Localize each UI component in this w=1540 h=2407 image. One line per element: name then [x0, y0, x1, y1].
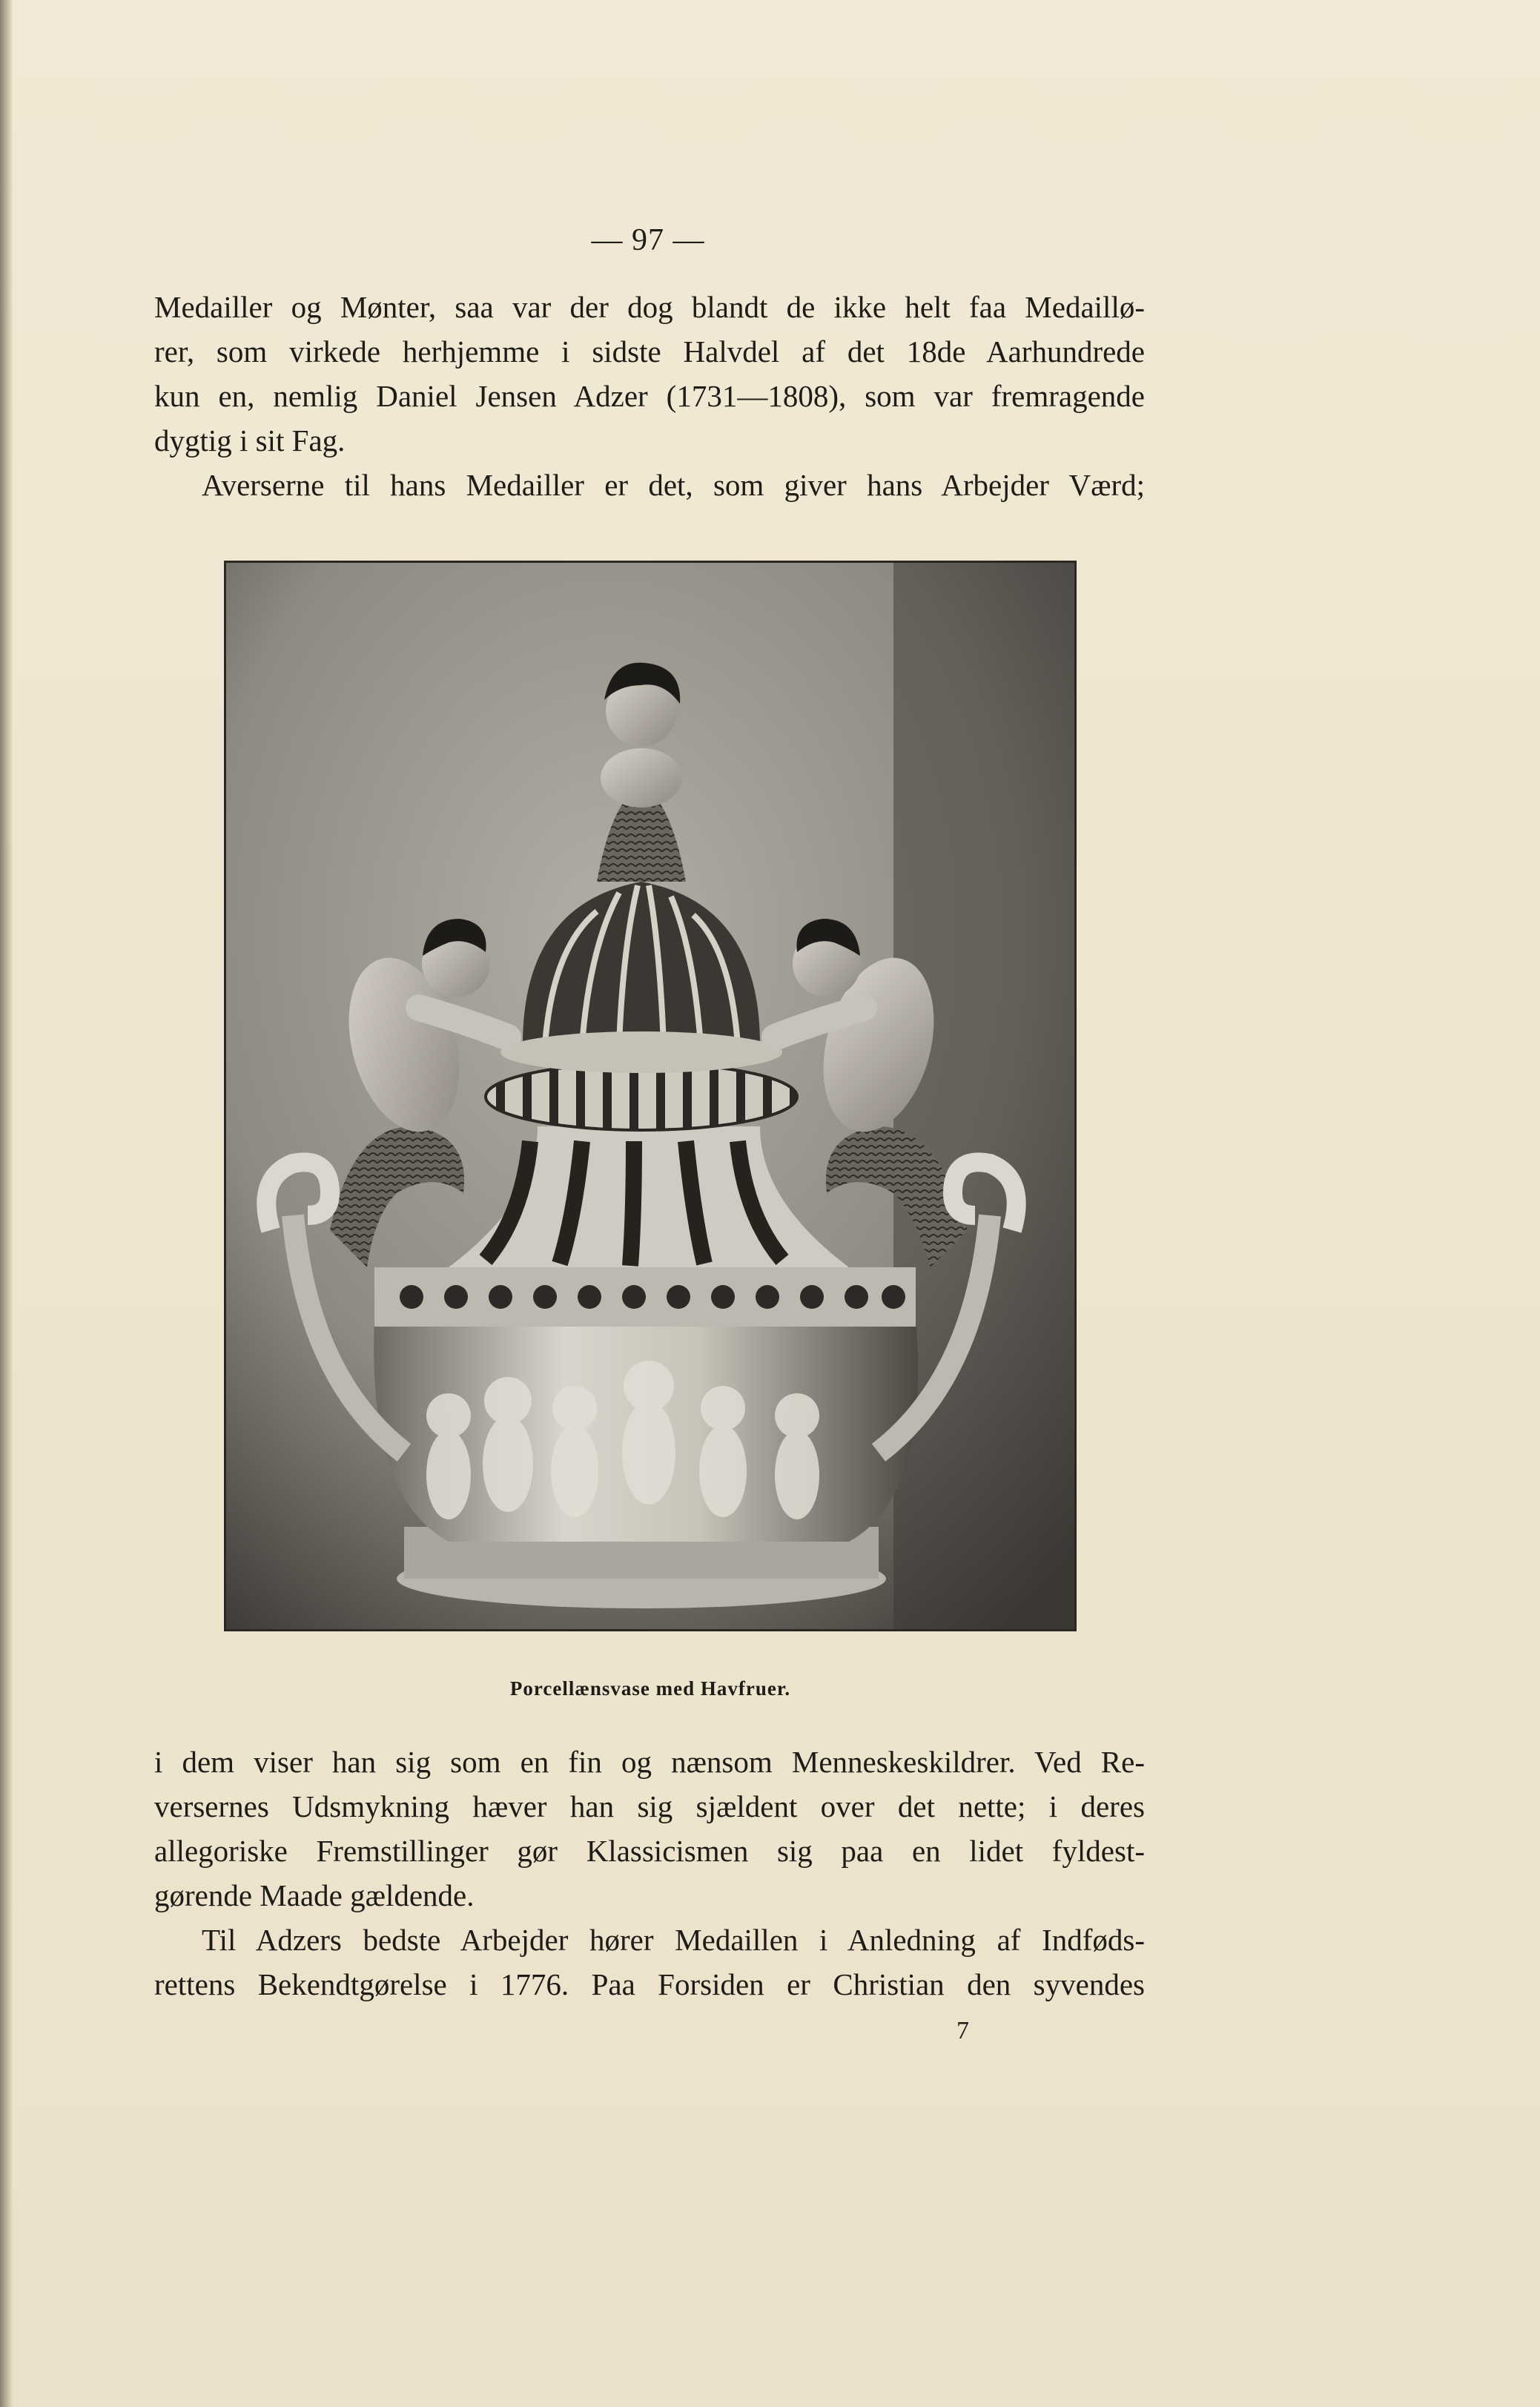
text-line: Averserne til hans Medailler er det, som giver hans Arbejder Værd;	[202, 468, 1145, 502]
text-line: kun en, nemlig Daniel Jensen Adzer (1731—1808), som var fremragende	[154, 379, 1145, 413]
text-line: Til Adzers bedste Arbejder hører Medaillen i Anledning af Indføds-	[202, 1923, 1145, 1957]
text-line: rer, som virkede herhjemme i sidste Halvdel af det 18de Aarhundrede	[154, 334, 1145, 369]
page-binding-edge	[0, 0, 13, 2407]
photo-plate-porcelain-vase	[224, 561, 1077, 1631]
text-line: allegoriske Fremstillinger gør Klassicismen sig paa en lidet fyldest-	[154, 1834, 1145, 1868]
signature-mark: 7	[956, 2017, 969, 2044]
figure-caption: Porcellænsvase med Havfruer.	[509, 1677, 791, 1700]
text-line: i dem viser han sig som en fin og nænsom Menneskeskildrer. Ved Re-	[154, 1745, 1145, 1779]
text-line: dygtig i sit Fag.	[154, 423, 346, 458]
text-line: versernes Udsmykning hæver han sig sjældent over det nette; i deres	[154, 1789, 1145, 1823]
porcelain-vase-illustration	[226, 563, 1074, 1629]
text-line: Medailler og Mønter, saa var der dog blandt de ikke helt faa Medaillø-	[154, 290, 1145, 324]
text-line: rettens Bekendtgørelse i 1776. Paa Forsiden er Christian den syvendes	[154, 1967, 1145, 2001]
paragraph-bottom	[154, 1740, 1145, 2007]
text-line: gørende Maade gældende.	[154, 1878, 475, 1912]
paragraph-top	[154, 285, 1145, 507]
page-number-header: — 97 —	[591, 223, 705, 257]
